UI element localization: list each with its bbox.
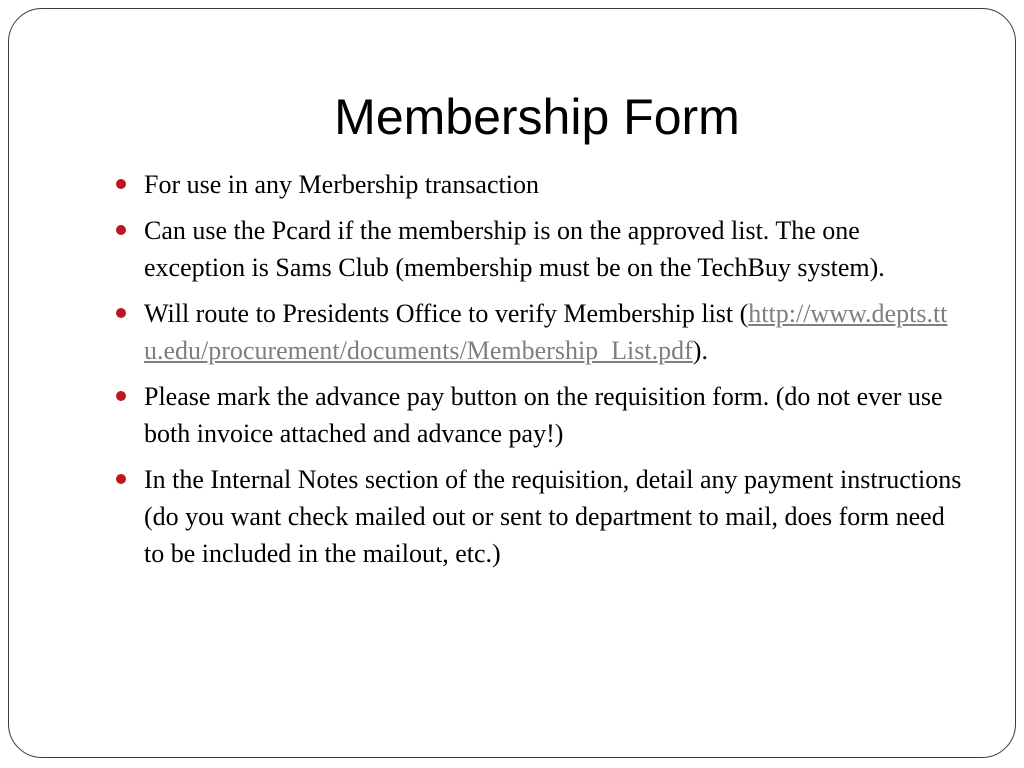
bullet-text: In the Internal Notes section of the requisition, detail any payment instructions (do you want check mailed out or sent to department to mail, does form need to be included in the mailout, etc.) — [144, 465, 962, 568]
bullet-text: Please mark the advance pay button on the requisition form. (do not ever use both invoice attached and advance pay!) — [144, 382, 943, 448]
membership-list-link[interactable]: http://www.depts.ttu.edu/procurement/documents/Membership_List.pdf — [144, 299, 948, 365]
bullet-item-route-presidents-office — [116, 295, 966, 369]
bullet-item-pcard — [116, 212, 966, 286]
bullet-dot-icon — [116, 474, 126, 484]
bullet-text-before-link: Will route to Presidents Office to verify Membership list ( — [144, 299, 749, 328]
bullet-item-advance-pay — [116, 378, 966, 452]
bullet-item-internal-notes — [116, 461, 966, 572]
bullet-list — [116, 166, 966, 581]
bullet-text: For use in any Merbership transaction — [144, 170, 539, 199]
bullet-text-after-link: ). — [692, 336, 708, 365]
bullet-dot-icon — [116, 179, 126, 189]
slide-title: Membership Form — [334, 89, 740, 145]
bullet-item-use-any-membership — [116, 166, 966, 203]
bullet-dot-icon — [116, 225, 126, 235]
bullet-dot-icon — [116, 308, 126, 318]
bullet-dot-icon — [116, 391, 126, 401]
bullet-text: Can use the Pcard if the membership is on the approved list. The one exception is Sams Club (membership must be on the TechBuy system). — [144, 216, 885, 282]
